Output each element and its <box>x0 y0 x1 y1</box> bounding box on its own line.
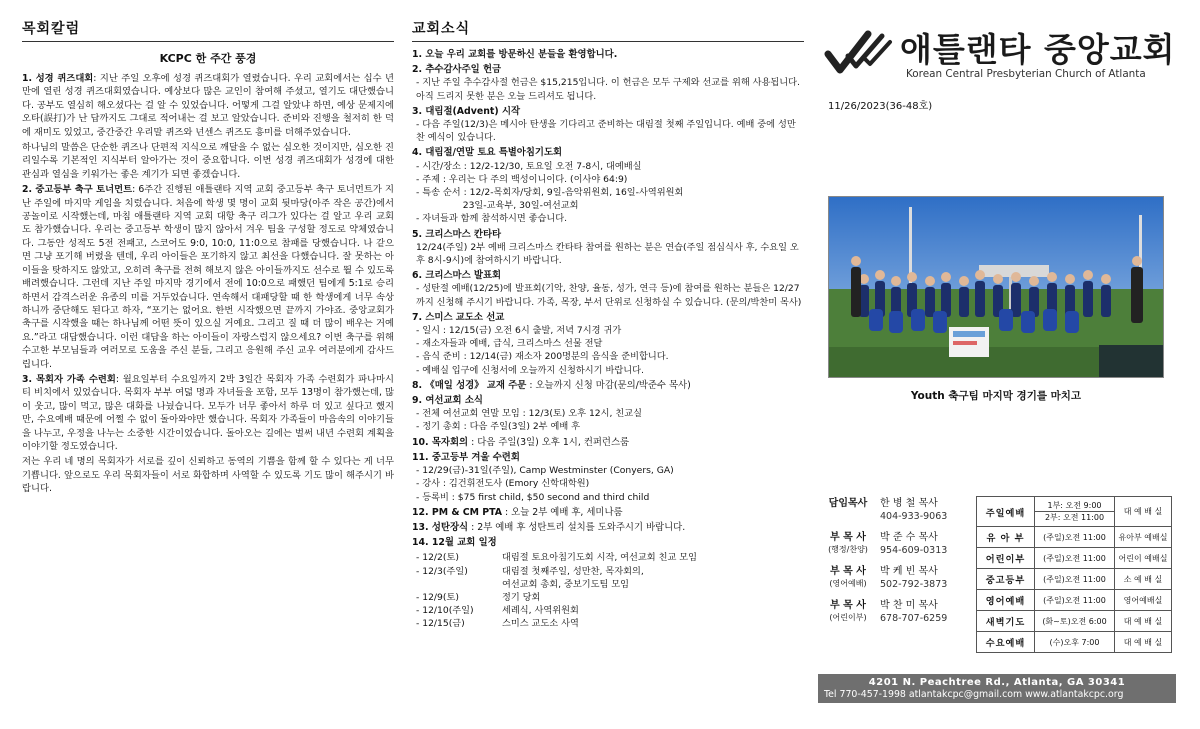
column-paragraph <box>22 373 394 453</box>
staff-role <box>824 498 872 523</box>
worship-place: 영어예배실 <box>1115 590 1172 611</box>
staff-role-title: 부 목 사 <box>830 566 866 577</box>
news-title-text: 4. 대림절/연말 토요 특별아침기도회 <box>412 147 563 159</box>
schedule-date: - 12/3(주일) <box>416 565 468 577</box>
issue-date: 11/26/2023(36-48호) <box>828 101 933 112</box>
worship-place: 소 예 배 실 <box>1115 569 1172 590</box>
schedule-row <box>412 591 804 604</box>
news-title-text: 12. PM & CM PTA <box>412 506 503 518</box>
schedule-row <box>412 617 804 630</box>
worship-time-slot: (화~토)오전 6:00 <box>1042 616 1107 626</box>
news-item-title <box>412 228 804 241</box>
news-title-text: 1. 오늘 우리 교회를 방문하신 분들을 환영합니다. <box>412 49 618 60</box>
news-title-detail: : 다음 주일(3일) 오후 1시, 컨퍼런스룸 <box>468 436 630 448</box>
column-paragraph <box>22 455 394 495</box>
news-title-text: 5. 크리스마스 칸타타 <box>412 228 502 240</box>
schedule-row <box>412 551 804 564</box>
news-item-title <box>412 105 804 118</box>
staff-info <box>872 498 947 523</box>
news-item-line: - 강사 : 김건휘전도사 (Emory 신학대학원) <box>416 478 590 490</box>
schedule-date <box>416 578 502 591</box>
news-item-line: - 일시 : 12/15(금) 오전 6시 출발, 저녁 7시경 귀가 <box>416 325 622 337</box>
staff-list <box>824 498 974 634</box>
column-heading-bar <box>22 12 394 42</box>
column-paragraph <box>22 183 394 371</box>
worship-time <box>1035 548 1115 569</box>
church-logo <box>824 22 1174 84</box>
staff-phone: 404-933-9063 <box>880 510 948 522</box>
staff-role-title: 부 목 사 <box>830 600 866 611</box>
news-item <box>412 63 804 103</box>
worship-name: 유 아 부 <box>977 527 1035 548</box>
news-title-text: 11. 중고등부 겨울 수련회 <box>412 451 520 463</box>
staff-row <box>824 566 974 591</box>
news-column <box>412 0 804 631</box>
worship-time-slot: (주일)오전 11:00 <box>1043 595 1106 605</box>
worship-place: 대 예 배 실 <box>1115 497 1172 527</box>
church-logo-icon <box>824 26 894 76</box>
news-item-line: - 다음 주일(12/3)은 메시아 탄생을 기다리고 준비하는 대림절 첫째 주일입니다. 예배 중에 성만찬 예식이 있습니다. <box>416 119 796 144</box>
staff-name: 한 병 철 목사 <box>880 498 938 509</box>
news-item-title <box>412 146 804 159</box>
staff-info <box>872 566 947 591</box>
staff-role-dept: (행정/찬양) <box>828 545 868 554</box>
news-item <box>412 521 804 534</box>
news-item-line: - 정기 총회 : 다음 주일(3일) 2부 예배 후 <box>416 421 581 433</box>
news-title-text: 8. 《매일 성경》 교재 주문 <box>412 379 527 391</box>
schedule-date: - 12/9(토) <box>416 591 459 603</box>
news-item-title <box>412 63 804 76</box>
worship-name: 영어예배 <box>977 590 1035 611</box>
news-item-line: - 예배실 입구에 신청서에 오늘까지 신청하시기 바랍니다. <box>416 364 644 376</box>
staff-row <box>824 532 974 557</box>
staff-name: 박 준 수 목사 <box>880 532 938 543</box>
team-photo <box>828 196 1164 378</box>
news-item-line: - 등록비 : $75 first child, $50 second and third child <box>416 491 650 503</box>
schedule-event: 정기 당회 <box>502 591 541 603</box>
schedule-event: 대림절 첫째주일, 성만찬, 목자회의, <box>502 565 644 577</box>
staff-info <box>872 532 947 557</box>
news-item-line: - 음식 준비 : 12/14(금) 재소자 200명분의 음식을 준비합니다. <box>416 351 669 363</box>
worship-place: 대 예 배 실 <box>1115 632 1172 653</box>
paragraph-text: 하나님의 말씀은 단순한 퀴즈나 단편적 지식으로 깨달을 수 없는 심오한 것이지만, 심오한 진리일수록 기본적인 지식부터 알아가는 것이 중요합니다. 이번 성경 퀴즈대회가 성경에 대한 관심과 열심을 키워가는 좋은 계기가 되면 좋겠습니다. <box>22 142 394 180</box>
worship-place: 대 예 배 실 <box>1115 611 1172 632</box>
worship-time <box>1035 611 1115 632</box>
paragraph-text: : 지난 주일 오후에 성경 퀴즈대회가 열렸습니다. 우리 교회에서는 십수 년 만에 열린 성경 퀴즈대회였습니다. 예상보다 많은 교인이 참여해 주셨고, 열기도 대단했습니다. 공부도 열심히 해오셨다는 걸 알 수 있었습니다. 어떻게 그걸 알았냐 하면, 예상 문제지에 오타(誤打)가 난 답까지도 그대로 적어내는 걸 보고 알았습니다. 준비와 진행을 철저히 한 덕에 재미도 있었고, 중간중간 우리말 퀴즈와 넌센스 퀴즈도 흥미를 더해주었습니다. <box>22 73 395 138</box>
staff-row <box>824 600 974 625</box>
news-item-title <box>412 506 804 519</box>
news-title-text: 7. 스미스 교도소 선교 <box>412 311 505 323</box>
staff-role <box>824 532 872 557</box>
worship-time <box>1035 527 1115 548</box>
worship-time <box>1035 569 1115 590</box>
news-heading: 교회소식 <box>412 21 471 37</box>
news-item-line: 23일-교육부, 30일-여선교회 <box>416 200 579 212</box>
schedule-date: - 12/2(토) <box>416 552 459 564</box>
news-item <box>412 105 804 145</box>
staff-name: 박 찬 미 목사 <box>880 600 938 611</box>
news-item <box>412 436 804 449</box>
news-item-line: - 전체 여선교회 연말 모임 : 12/3(토) 오후 12시, 친교실 <box>416 408 642 420</box>
december-schedule <box>412 551 804 630</box>
news-item-title <box>412 48 804 61</box>
worship-name: 어린이부 <box>977 548 1035 569</box>
column-title: KCPC 한 주간 풍경 <box>159 52 257 65</box>
schedule-event: 세례식, 사역위원회 <box>502 605 579 617</box>
worship-time-slot: (주일)오전 11:00 <box>1043 574 1106 584</box>
worship-name: 주일예배 <box>977 497 1035 527</box>
worship-schedule-table <box>976 496 1172 653</box>
news-item <box>412 379 804 392</box>
news-item-title <box>412 536 804 549</box>
schedule-event: 여선교회 총회, 중보기도팀 모임 <box>502 578 630 590</box>
photo-caption: Youth 축구팀 마지막 경기를 마치고 <box>910 390 1082 402</box>
news-item-line: - 지난 주일 추수감사절 헌금은 $15,215입니다. 이 헌금은 모두 구제와 선교를 위해 사용됩니다. 아직 드리지 못한 분은 오늘 드리셔도 됩니다. <box>416 77 803 102</box>
news-item-title <box>412 394 804 407</box>
worship-time-slot: 1부: 오전 9:00 <box>1047 501 1102 510</box>
news-item-title <box>412 379 804 392</box>
news-title-detail: : 오늘 2부 예배 후, 세미나룸 <box>502 506 623 518</box>
worship-time <box>1035 590 1115 611</box>
schedule-event: 대림절 토요아침기도회 시작, 여선교회 친교 모임 <box>502 552 698 564</box>
news-item-title <box>412 269 804 282</box>
paragraph-lead: 2. 중고등부 축구 토너먼트 <box>22 184 133 196</box>
staff-role-dept: (영어예배) <box>829 579 867 588</box>
news-item <box>412 311 804 377</box>
worship-time <box>1035 632 1115 653</box>
church-contact: Tel 770-457-1998 atlantakcpc@gmail.com www.atlantakcpc.org <box>824 689 1124 700</box>
news-item-line: - 특송 순서 : 12/2-목회자/당회, 9일-음악위원회, 16일-사역위원회 <box>416 187 684 199</box>
worship-time-slot: 2부: 오전 11:00 <box>1035 511 1114 523</box>
news-title-text: 9. 여선교회 소식 <box>412 395 483 407</box>
column-body <box>22 72 394 496</box>
news-item-line: - 12/29(금)-31일(주일), Camp Westminster (Conyers, GA) <box>416 465 674 477</box>
schedule-row <box>412 565 804 578</box>
news-title-text: 10. 목자회의 <box>412 436 469 448</box>
worship-row <box>977 497 1172 527</box>
address-bar <box>818 674 1176 703</box>
church-address: 4201 N. Peachtree Rd., Atlanta, GA 30341 <box>868 677 1126 688</box>
worship-row <box>977 569 1172 590</box>
news-title-text: 14. 12월 교회 일정 <box>412 537 497 549</box>
news-item-line: - 성탄절 예배(12/25)에 발표회(기악, 찬양, 율동, 성가, 연극 등)에 참여를 원하는 분들은 12/27까지 신청해 주시기 바랍니다. 가족, 목장, 부서 단위로 신청하실 수 있습니다. (문의/박찬미 목사) <box>416 283 802 308</box>
news-heading-bar <box>412 12 804 42</box>
news-title-detail: : 오늘까지 신청 마감(문의/박준수 목사) <box>526 379 691 391</box>
column-heading: 목회칼럼 <box>22 21 81 37</box>
news-title-detail: : 2부 예배 후 성탄트리 설치를 도와주시기 바랍니다. <box>468 521 686 533</box>
column-paragraph <box>22 72 394 139</box>
news-title-text: 13. 성탄장식 <box>412 521 469 533</box>
worship-time-slot: (수)오후 7:00 <box>1049 637 1100 647</box>
staff-row <box>824 498 974 523</box>
worship-row <box>977 590 1172 611</box>
church-name-ko: 애틀랜타 중앙교회 <box>900 30 1176 69</box>
news-item <box>412 536 804 549</box>
worship-place: 유아부 예배실 <box>1115 527 1172 548</box>
worship-row <box>977 632 1172 653</box>
worship-row <box>977 611 1172 632</box>
news-item-title <box>412 451 804 464</box>
news-title-text: 6. 크리스마스 발표회 <box>412 270 502 282</box>
paragraph-text: : 월요일부터 수요일까지 2박 3일간 목회자 가족 수련회가 파나마시티 비치에서 있었습니다. 목회자 부부 여덟 명과 자녀들을 포함, 모두 13명이 참가했는데, 많이 웃고, 많이 먹고, 많은 대화를 나눴습니다. 모두가 너무 좋아서 하루 더 있고 싶다고 했지만, 수요예배 때문에 어쩔 수 없이 돌아와야만 했습니다. 목회자 가족들이 마음속의 이야기들을 나누고, 우정을 나누는 소중한 시간이었습니다. 돌아오는 길에는 벌써 내년 수련회 계획을 이야기할 정도였습니다. <box>22 373 395 452</box>
news-item <box>412 228 804 268</box>
news-item-line: - 시간/장소 : 12/2-12/30, 토요일 오전 7-8시, 대예배실 <box>416 160 642 172</box>
column-paragraph <box>22 141 394 181</box>
news-item <box>412 48 804 61</box>
news-item-line: - 재소자들과 예배, 급식, 크리스마스 선물 전달 <box>416 338 603 350</box>
news-title-text: 2. 추수감사주일 헌금 <box>412 64 502 76</box>
news-item-title <box>412 311 804 324</box>
staff-role <box>824 566 872 591</box>
news-title-text: 3. 대림절(Advent) 시작 <box>412 105 521 117</box>
news-item <box>412 269 804 309</box>
worship-place: 어린이 예배실 <box>1115 548 1172 569</box>
news-item-line: - 주제 : 우리는 다 주의 백성이니이다. (이사야 64:9) <box>416 173 628 185</box>
news-item <box>412 394 804 434</box>
soccer-team-photo-icon <box>829 197 1164 378</box>
news-item <box>412 451 804 504</box>
worship-row <box>977 527 1172 548</box>
worship-time <box>1035 497 1115 527</box>
staff-role-dept: (어린이부) <box>829 613 867 622</box>
worship-name: 중고등부 <box>977 569 1035 590</box>
worship-time-slot: (주일)오전 11:00 <box>1043 553 1106 563</box>
schedule-date: - 12/15(금) <box>416 618 465 630</box>
paragraph-text: 저는 우리 네 명의 목회자가 서로를 깊이 신뢰하고 동역의 기쁨을 함께 할 수 있다는 게 너무 기쁩니다. 앞으로도 우리 목회자들이 서로 화합하며 사역할 수 있도록 기도 많이 해주시기 바랍니다. <box>22 456 394 495</box>
staff-phone: 678-707-6259 <box>880 612 948 624</box>
worship-name: 수요예배 <box>977 632 1035 653</box>
schedule-date: - 12/10(주일) <box>416 605 474 617</box>
news-item-title <box>412 436 804 449</box>
worship-row <box>977 548 1172 569</box>
news-list <box>412 48 804 549</box>
news-item <box>412 506 804 519</box>
schedule-row <box>412 578 804 591</box>
staff-info <box>872 600 947 625</box>
news-item-title <box>412 521 804 534</box>
schedule-event: 스미스 교도소 사역 <box>502 618 579 630</box>
paragraph-lead: 3. 목회자 가족 수련회 <box>22 373 116 385</box>
news-item-line: - 자녀들과 함께 참석하시면 좋습니다. <box>416 213 568 225</box>
news-item-line: 12/24(주일) 2부 예배 크리스마스 칸타타 참여를 원하는 분은 연습(주일 점심식사 후, 수요일 오후 8시-9시)에 참여하시기 바랍니다. <box>416 241 799 267</box>
staff-role-title: 부 목 사 <box>830 532 866 543</box>
staff-role <box>824 600 872 625</box>
worship-name: 새벽기도 <box>977 611 1035 632</box>
staff-phone: 954-609-0313 <box>880 544 948 556</box>
paragraph-text: : 6주간 진행된 애틀랜타 지역 교회 중고등부 축구 토너먼트가 지난 주일에 마지막 게임을 치렀습니다. 처음에 학생 몇 명이 교회 뒷마당(아주 작은 공간)에서 공놀이로 시작했는데, 마침 애틀랜타 지역 교회 대항 축구 리그가 있다는 걸 알고 우리 교회도 참가했습니다. 우리는 중고등부 학생이 많지 않아서 겨우 팀을 구성할 정도로 약체였습니다. 그동안 성적도 5전 전패고, 스코어도 9:0, 10:0, 11:0으로 참패를 당했습니다. 나 같으면 그냥 포기해 버렸을 텐데, 우리 아이들은 포기하지 않고 최선을 다했습니다. 잘 못하는 아이들을 탓하지도 않았고, 오히려 축구를 전혀 해보지 않은 아이들까지도 선수로 뛸 수 있도록 배려했습니다. 그런데 지난 주일 마지막 경기에서 전에 10:0으로 패했던 팀에게 5:1로 승리하면서 감격스러운 유종의 미를 거두었습니다. 연속해서 대패당할 때 한 학생에게 너무 속상하니까 중단해도 된다고 하자, “포기는 없어요. 한번 시작했으면 끝까지 가야죠. 중앙교회가 축구를 시작했을 때는 하나님께 어떤 뜻이 있으실 거예요. 그리고 질 때 더 많이 배우는 거예요.”라고 대답했습니다. 이런 대답을 하는 아이들이 자랑스럽지 않으세요? 이번 축구를 위해 수고한 부모님들과 여러모로 도움을 주신 분들, 그리고 응원해 주신 교우 여러분에게 감사드립니다. <box>22 184 394 370</box>
paragraph-lead: 1. 성경 퀴즈대회 <box>22 73 94 84</box>
pastor-column <box>22 0 394 498</box>
worship-time-slot: (주일)오전 11:00 <box>1043 532 1106 542</box>
news-item <box>412 146 804 225</box>
staff-role-title: 담임목사 <box>828 498 868 509</box>
church-name-en: Korean Central Presbyterian Church of Atlanta <box>906 68 1146 80</box>
staff-phone: 502-792-3873 <box>880 578 948 590</box>
staff-name: 박 케 빈 목사 <box>880 566 938 577</box>
schedule-row <box>412 604 804 617</box>
